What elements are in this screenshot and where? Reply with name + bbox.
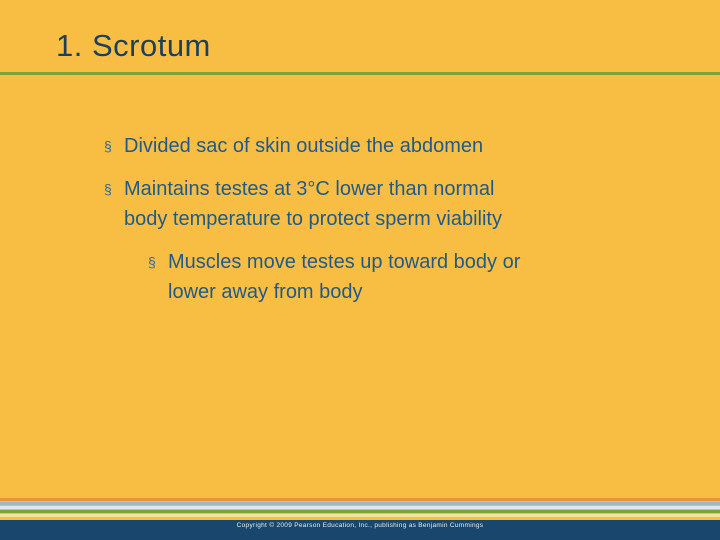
bullet-marker-icon: §	[148, 254, 156, 270]
bullet-item	[104, 174, 664, 234]
bullet-text: Divided sac of skin outside the abdomen	[124, 135, 484, 157]
bullet-marker-icon: §	[104, 181, 112, 197]
bullet-text: Maintains testes at 3°C lower than normal body temperature to protect sperm viability	[124, 178, 502, 230]
bullet-item	[104, 131, 664, 161]
stripe	[0, 510, 720, 513]
stripe	[0, 514, 720, 517]
stripe	[0, 498, 720, 501]
copyright-text: Copyright © 2009 Pearson Education, Inc., publishing as Benjamin Cummings	[236, 522, 484, 529]
bullet-marker-icon: §	[104, 138, 112, 154]
sub-bullet-text: Muscles move testes up toward body or lower away from body	[168, 251, 521, 303]
decorative-stripes	[0, 498, 720, 520]
stripe	[0, 502, 720, 505]
slide-title: 1. Scrotum	[56, 28, 211, 63]
sub-bullet-item	[148, 247, 688, 307]
stripe	[0, 506, 720, 509]
